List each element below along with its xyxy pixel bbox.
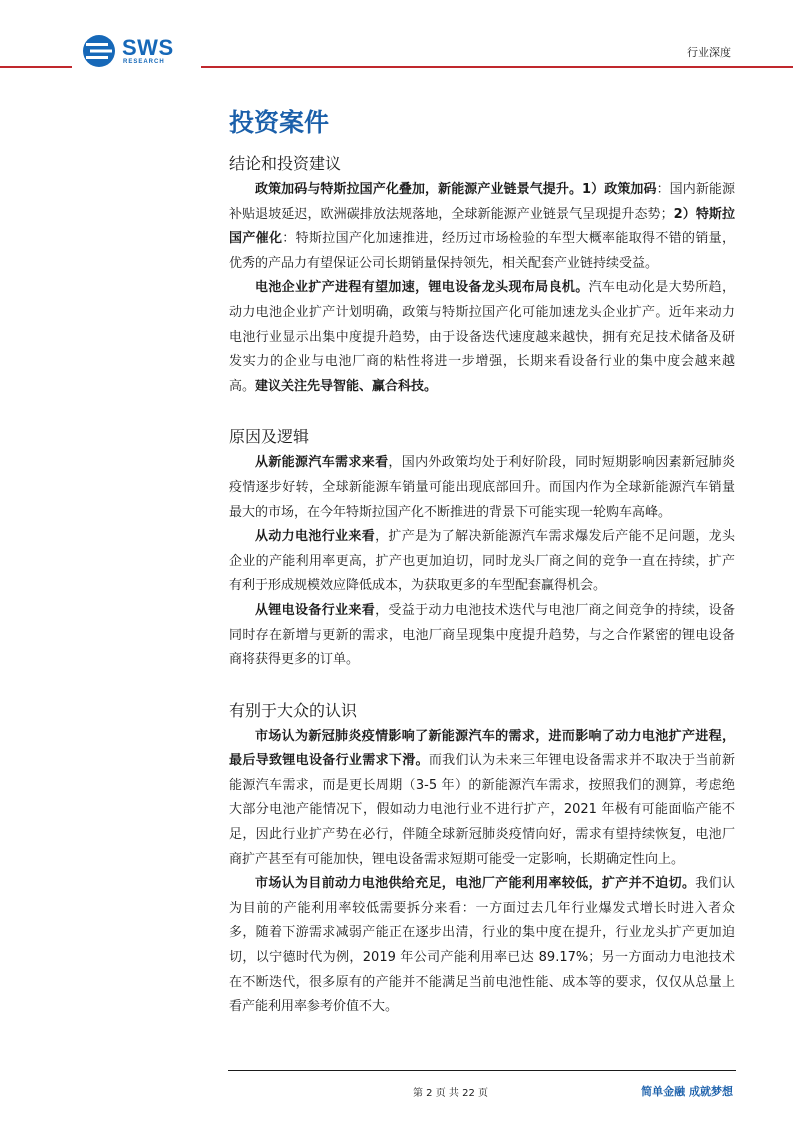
footer-slogan: 简单金融 成就梦想 bbox=[641, 1085, 733, 1098]
logo-text: SWS bbox=[122, 35, 174, 60]
body-paragraph bbox=[229, 276, 735, 399]
bold-text-run: 电池企业扩产进程有望加速，锂电设备龙头现布局良机。 bbox=[255, 280, 589, 296]
text-run: ，受益于动力电池技术迭代与电池厂商之间竞争的持续，设备同时存在新增与更新的需求，电池厂商呈现集中度提升趋势，与之合作紧密的锂电设备商将获得更多的订单。 bbox=[229, 602, 735, 668]
text-run: ，扩产是为了解决新能源汽车需求爆发后产能不足问题，龙头企业的产能利用率更高，扩产也更加迫切，同时龙头厂商之间的竞争一直在持续，扩产有利于形成规模效应降低成本，为获取更多的车型配套赢得机会。 bbox=[229, 529, 735, 594]
section-heading: 结论和投资建议 bbox=[229, 154, 342, 173]
bold-text-run: 政策加码与特斯拉国产化叠加，新能源产业链景气提升。1）政策加码 bbox=[255, 182, 657, 197]
header-rule-left bbox=[0, 66, 72, 68]
page-number: 第 2 页 共 22 页 bbox=[413, 1088, 488, 1099]
body-paragraph bbox=[229, 178, 735, 276]
bold-text-run: 从锂电设备行业来看 bbox=[255, 602, 376, 618]
section-spacer bbox=[229, 673, 735, 699]
sws-logo-icon bbox=[82, 34, 116, 68]
text-run: 汽车电动化是大势所趋，动力电池企业扩产计划明确，政策与特斯拉国产化可能加速龙头企业扩产。近年来动力电池行业显示出集中度提升趋势，由于设备迭代速度越来越快，拥有充足技术储备及研发实力的企业与电池厂商的粘性将进一步增强，长期来看设备行业的集中度会越来越高。 bbox=[229, 280, 735, 394]
bold-text-run: 建议关注先导智能、赢合科技。 bbox=[255, 378, 438, 394]
text-run: ：特斯拉国产化加速推进，经历过市场检验的车型大概率能取得不错的销量，优秀的产品力有望保证公司长期销量保持领先，相关配套产业链持续受益。 bbox=[229, 231, 735, 271]
text-run: ：国内新能源补贴退坡延迟，欧洲碳排放法规落地，全球新能源产业链景气呈现提升态势； bbox=[229, 182, 735, 222]
page-footer bbox=[0, 1070, 793, 1110]
logo-subtext: RESEARCH bbox=[123, 59, 165, 65]
sws-logo bbox=[82, 34, 192, 70]
section-heading: 有别于大众的认识 bbox=[229, 700, 358, 720]
report-category: 行业深度 bbox=[687, 46, 731, 59]
body-paragraph bbox=[229, 872, 735, 1020]
page-title: 投资案件 bbox=[229, 108, 330, 137]
bold-text-run: 2）特斯拉国产催化 bbox=[229, 206, 735, 247]
document-body bbox=[229, 106, 735, 1020]
text-run: 我们认为目前的产能利用率较低需要拆分来看：一方面过去几年行业爆发式增长时进入者众多，随着下游需求减弱产能正在逐步出清，行业的集中度在提升，行业龙头扩产更加迫切，以宁德时代为例，2019 年公司产能利用率已达 89.17%；另一方面动力电池技术在不断迭代，很多原有的产能并不能满足当前电池性能、成本等的要求，仅仅从总量上看产能利用率参考价值不大。 bbox=[229, 876, 735, 1015]
footer-rule bbox=[228, 1070, 736, 1071]
body-paragraph bbox=[229, 451, 735, 525]
text-run: ，国内外政策均处于利好阶段，同时短期影响因素新冠肺炎疫情逐步好转，全球新能源车销量可能出现底部回升。而国内作为全球新能源汽车销量最大的市场，在今年特斯拉国产化不断推进的背景下可能实现一轮购车高峰。 bbox=[229, 455, 735, 520]
text-run: 而我们认为未来三年锂电设备需求并不取决于当前新能源汽车需求，而是更长周期（3-5 年）的新能源汽车需求，按照我们的测算，考虑绝大部分电池产能情况下，假如动力电池行业不进行扩产，2021 年极有可能面临产能不足，因此行业扩产势在必行，伴随全球新冠肺炎疫情向好，需求有望持续恢复，电池厂商扩产甚至有可能加快，锂电设备需求短期可能受一定影响，长期确定性向上。 bbox=[229, 753, 735, 867]
bold-text-run: 市场认为新冠肺炎疫情影响了新能源汽车的需求，进而影响了动力电池扩产进程，最后导致锂电设备行业需求下滑。 bbox=[229, 728, 735, 769]
bold-text-run: 从动力电池行业来看 bbox=[255, 529, 376, 545]
page-header bbox=[0, 0, 793, 80]
section-spacer bbox=[229, 399, 735, 425]
bold-text-run: 市场认为目前动力电池供给充足，电池厂产能利用率较低，扩产并不迫切。 bbox=[255, 876, 696, 892]
body-paragraph bbox=[229, 599, 735, 673]
body-paragraph bbox=[229, 725, 735, 873]
sections-container bbox=[229, 152, 735, 1020]
body-paragraph bbox=[229, 525, 735, 599]
header-rule-right bbox=[201, 66, 793, 68]
bold-text-run: 从新能源汽车需求来看 bbox=[255, 455, 389, 471]
section-heading: 原因及逻辑 bbox=[229, 427, 310, 447]
